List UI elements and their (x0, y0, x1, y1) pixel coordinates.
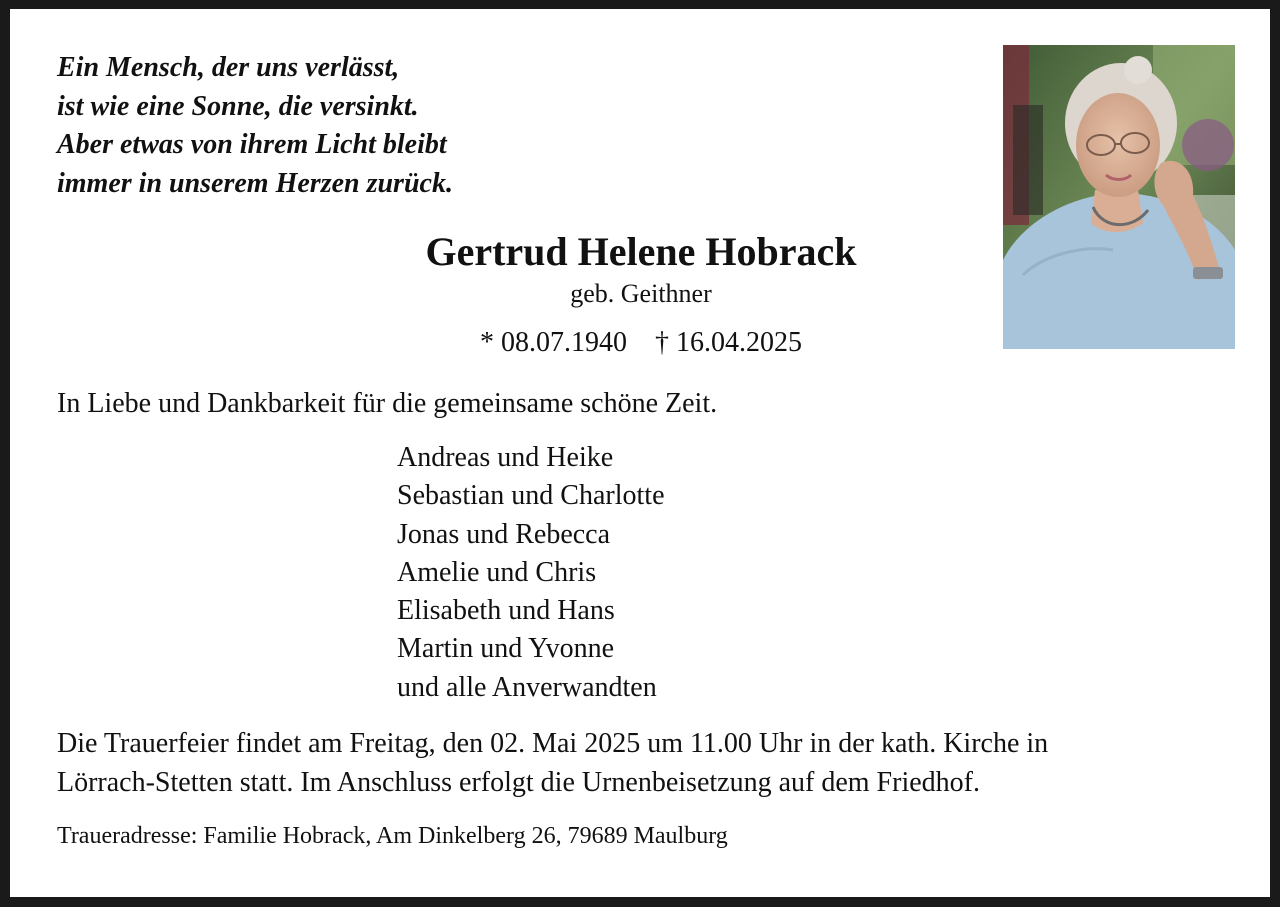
mourner-entry: Martin und Yvonne (397, 633, 615, 665)
mourner-entry: und alle Anverwandten (397, 671, 657, 703)
birth-name: geb. Geithner (570, 279, 712, 308)
funeral-service-info (57, 725, 1227, 802)
memorial-poem (57, 49, 453, 203)
mourner-entry: Sebastian und Charlotte (397, 480, 665, 512)
deceased-name: Gertrud Helene Hobrack (425, 229, 857, 274)
mourning-address: Traueradresse: Familie Hobrack, Am Dinkelberg 26, 79689 Maulburg (57, 823, 728, 849)
birth-date: * 08.07.1940 (480, 327, 627, 358)
poem-line: Aber etwas von ihrem Licht bleibt (57, 129, 447, 160)
thanks-line: In Liebe und Dankbarkeit für die gemeinsame schöne Zeit. (57, 388, 718, 419)
mourner-entry: Andreas und Heike (397, 442, 614, 473)
mourner-entry: Jonas und Rebecca (397, 518, 611, 550)
poem-line: immer in unserem Herzen zurück. (57, 167, 453, 199)
life-dates (10, 325, 1272, 361)
death-date: † 16.04.2025 (655, 327, 802, 358)
obituary-card (10, 9, 1270, 897)
service-line: Lörrach-Stetten statt. Im Anschluss erfolgt die Urnenbeisetzung auf dem Friedhof. (57, 766, 980, 798)
poem-line: ist wie eine Sonne, die versinkt. (57, 90, 419, 122)
mourner-entry: Amelie und Chris (397, 556, 597, 588)
poem-line: Ein Mensch, der uns verlässt, (57, 52, 400, 83)
service-line: Die Trauerfeier findet am Freitag, den 02. Mai 2025 um 11.00 Uhr in der kath. Kirche in (57, 728, 1049, 759)
mourners-list (397, 439, 665, 707)
mourner-entry: Elisabeth und Hans (397, 595, 615, 627)
